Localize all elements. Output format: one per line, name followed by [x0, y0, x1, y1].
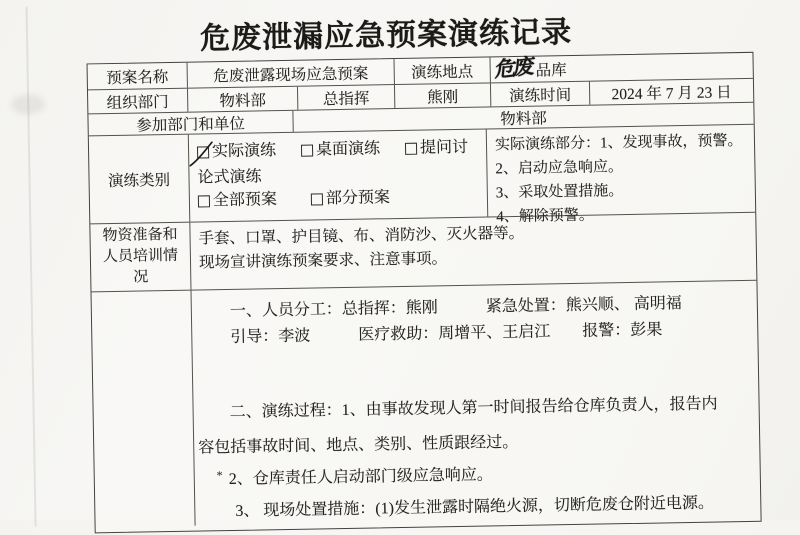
category-checkbox-cell [189, 129, 488, 221]
checkbox-label: 全部预案 [212, 191, 278, 210]
checkbox-label: 实际演练 [211, 142, 277, 161]
handwritten-location-text: 危废 [494, 53, 534, 82]
drill-time-label-cell: 演练时间 [491, 82, 590, 107]
category-detail-cell [487, 125, 755, 226]
checkbox-label: 桌面演练 [315, 140, 381, 159]
checkbox-empty-icon [311, 193, 323, 205]
checkbox-desktop-drill [301, 139, 380, 160]
materials-line: 手套、口罩、护目镜、布、消防沙、灭火器等。 [198, 224, 525, 248]
table-row-body [92, 281, 761, 528]
org-dept-value-cell: 物料部 [188, 87, 298, 112]
checkbox-actual-drill [197, 141, 276, 162]
scan-crease-line [26, 6, 37, 526]
printed-location-text: 品库 [535, 61, 567, 80]
drill-time-value-cell: 2024 年 7 月 23 日 [611, 83, 732, 103]
actual-part-line: 实际演练部分：1、发现事故，预警。 [494, 133, 743, 154]
drill-process-line-1: 二、演练过程：1、由事故发现人第一时间报告给仓库负责人，报告内 [229, 395, 718, 421]
checkbox-line-2 [197, 167, 261, 188]
actual-part-line: 2、启动应急响应。 [495, 159, 624, 178]
drill-record-table [87, 52, 762, 534]
checkbox-label: 提问讨 [419, 138, 469, 157]
checkbox-question-drill [405, 138, 468, 159]
checkbox-full-plan [198, 190, 277, 211]
checkbox-line-3 [198, 188, 390, 211]
scan-smudge [11, 94, 45, 115]
body-content-cell [192, 281, 761, 526]
commander-label-cell: 总指挥 [298, 85, 395, 110]
drill-location-value-cell [490, 53, 752, 83]
category-label-cell: 演练类别 [89, 135, 191, 224]
plan-name-label-cell: 预案名称 [88, 63, 188, 90]
document-title: 危废泄漏应急预案演练记录 [199, 15, 573, 56]
personnel-assignment-line-1: 一、人员分工：总指挥：熊刚 紧急处置：熊兴顺、 高明福 [229, 295, 682, 320]
process-item-3: 3、 现场处置措施：(1)发生泄露时隔绝火源，切断危废仓附近电源。 [235, 494, 715, 520]
handwritten-checkmark-icon [188, 140, 216, 168]
participants-label-cell: 参加部门和单位 [88, 111, 293, 136]
commander-value-cell: 熊刚 [395, 83, 491, 108]
checkbox-checked-icon [197, 146, 209, 158]
checkbox-empty-icon [301, 145, 313, 157]
org-dept-label-cell: 组织部门 [88, 89, 188, 114]
table-row-materials [90, 213, 756, 293]
materials-label-cell: 物资准备和人员培训情况 [90, 223, 191, 292]
materials-value-cell [190, 213, 756, 290]
stray-asterisk-mark: * [216, 468, 223, 483]
checkbox-line-1 [197, 138, 468, 163]
checkbox-label: 部分预案 [325, 189, 391, 208]
participants-value-cell: 物料部 [500, 109, 547, 128]
plan-name-value-cell: 危废泄露现场应急预案 [188, 59, 395, 88]
process-item-2 [217, 461, 760, 490]
process-item-2-text: 2、仓库责任人启动部门级应急响应。 [228, 466, 493, 489]
personnel-assignment-line-2: 引导：李波 医疗救助：周增平、王启江 报警：彭果 [230, 321, 663, 346]
body-spacer-cell [92, 291, 196, 528]
actual-part-line: 3、采取处置措施。 [495, 183, 624, 202]
checkbox-question-label-wrap: 论式演练 [197, 168, 262, 187]
table-row-category [89, 125, 755, 225]
checkbox-empty-icon [405, 143, 417, 155]
checkbox-empty-icon [198, 195, 210, 207]
drill-process-line-2: 容包括事故时间、地点、类别、性质跟经过。 [198, 433, 519, 457]
materials-line: 现场宣讲演练预案要求、注意事项。 [198, 250, 448, 272]
checkbox-partial-plan [311, 188, 390, 209]
drill-location-label-cell: 演练地点 [394, 57, 490, 84]
actual-part-line: 4、解除预警。 [496, 207, 594, 226]
